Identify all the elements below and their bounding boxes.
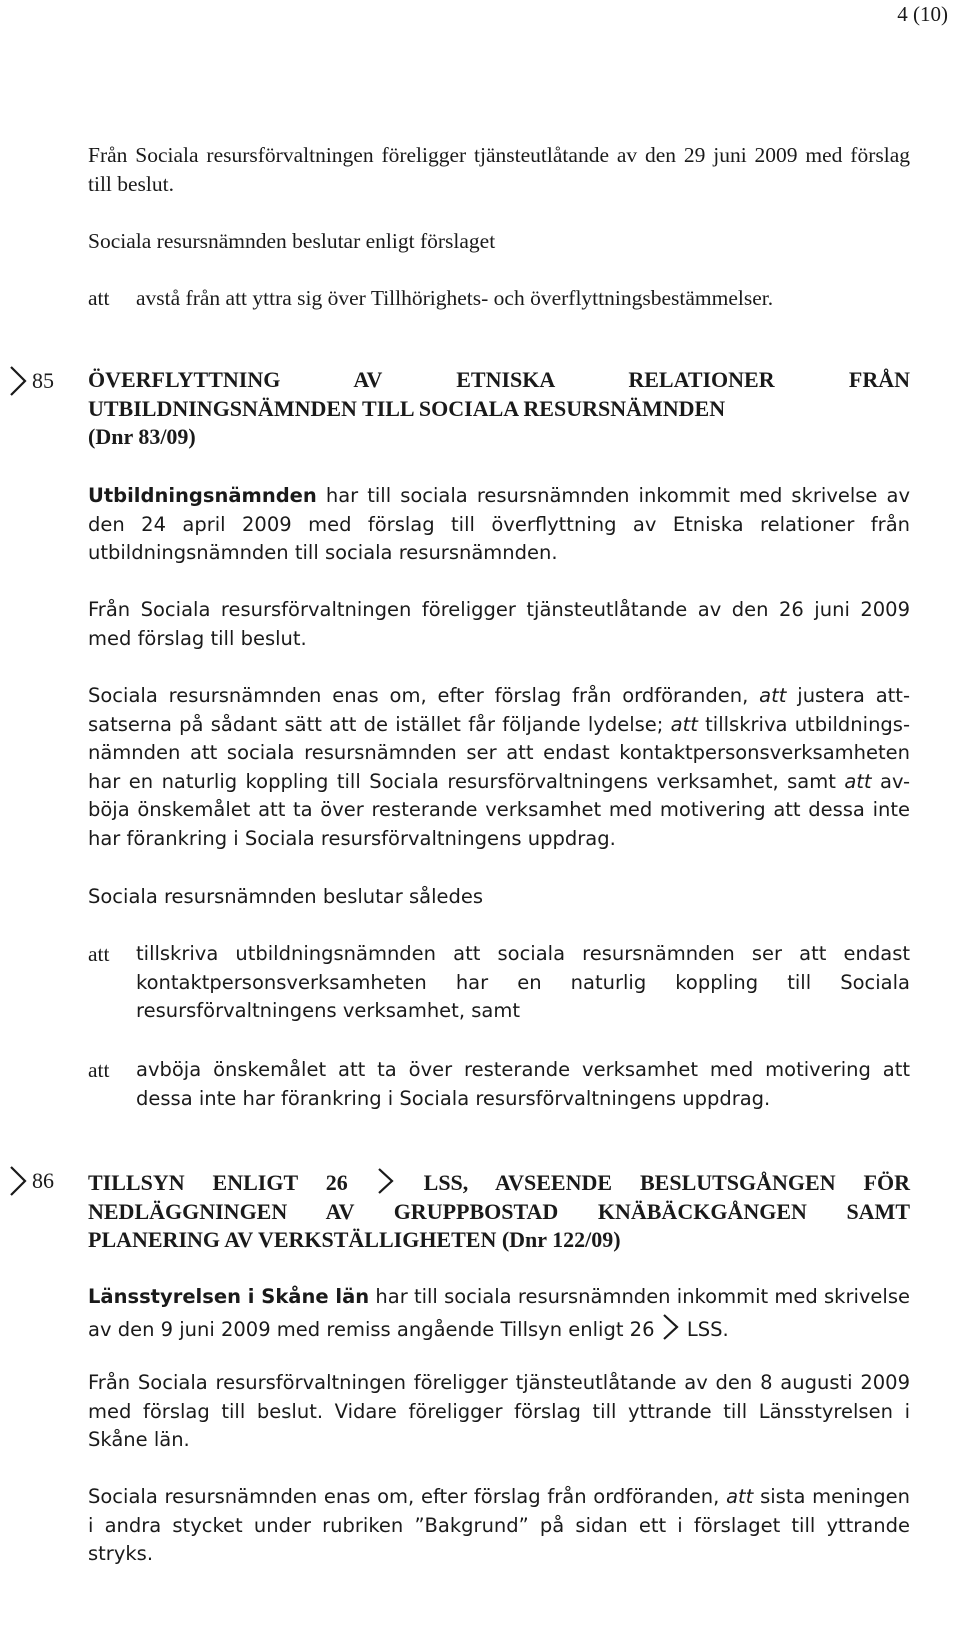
- section-86-title-line-1: [88, 1166, 910, 1198]
- prev-decision: avstå från att yttra sig över Tillhörighets- och överflyttningsbestämmelser.: [136, 286, 774, 310]
- prev-att-label: att: [88, 286, 110, 310]
- section-86-intro: [88, 1283, 910, 1344]
- page-number: 4 (10): [897, 2, 948, 26]
- section-85-intro-text: har till sociala resursnämnden inkommit med skrivelse av den 24 april 2009 med förslag till överflyttning av Etniska relationer från utbildningsnämnden till sociala resursnämnden.: [88, 484, 910, 564]
- section-86-title-line-3: PLANERING AV VERKSTÄLLIGHETEN (Dnr 122/09): [88, 1227, 621, 1252]
- section-85-intro-bold: Utbildningsnämnden: [88, 484, 317, 507]
- section-sign-icon: [661, 1312, 681, 1342]
- title-part-b: LSS, AVSEENDE BESLUTSGÅNGEN FÖR: [395, 1170, 911, 1195]
- section-85-heading: [88, 366, 910, 452]
- section-85-att-1: tillskriva utbildningsnämnden att sociala resursnämnden ser att endast kontaktpersonsverksamheten har en naturlig koppling till Sociala resursförvaltningens verksamhet, samt: [136, 942, 910, 1022]
- section-85-intro: [88, 482, 910, 568]
- section-85-att-2: avböja önskemålet att ta över resterande verksamhet med motivering att dessa inte har förankring i Sociala resursförvaltningens uppdrag.: [136, 1058, 910, 1110]
- section-86-number: 86: [32, 1168, 54, 1193]
- section-85-paragraph-4: Sociala resursnämnden beslutar således: [88, 885, 484, 908]
- section-86-heading: [88, 1166, 910, 1255]
- section-sign-icon: [8, 364, 28, 398]
- section-85-att-label-1: att: [88, 942, 110, 966]
- section-86-title-line-2: NEDLÄGGNINGEN AV GRUPPBOSTAD KNÄBÄCKGÅNGEN SAMT: [88, 1198, 910, 1224]
- section-86-intro-text-b: LSS.: [680, 1317, 729, 1341]
- section-85-paragraph-2: Från Sociala resursförvaltningen föreligger tjänsteutlåtande av den 26 juni 2009 med förslag till beslut.: [88, 598, 910, 650]
- p3-text-a: Sociala resursnämnden enas om, efter förslag från ordföranden,: [88, 684, 760, 707]
- p3-text-c: justera att-satserna på sådant sätt att de istället får följande lydelse;: [88, 684, 910, 736]
- section-86-paragraph-2: Från Sociala resursförvaltningen föreligger tjänsteutlåtande av den 8 augusti 2009 med förslag till beslut. Vidare föreligger förslag till yttrande till Länsstyrelsen i Skåne län.: [88, 1371, 910, 1451]
- section-85-title-line-3: (Dnr 83/09): [88, 424, 196, 449]
- s86-p3-att: att: [726, 1485, 754, 1508]
- section-85-paragraph-3: [88, 682, 910, 853]
- section-86-paragraph-3: [88, 1483, 910, 1569]
- section-85-att-label-2: att: [88, 1058, 110, 1082]
- prev-paragraph-1: Från Sociala resursförvaltningen föreligger tjänsteutlåtande av den 29 juni 2009 med förslag till beslut.: [88, 143, 910, 196]
- p3-att-2: att: [670, 712, 698, 736]
- s86-p3-text-c: sista meningen i andra stycket under rubriken ”Bakgrund” på sidan ett i förslaget till yttrande stryks.: [88, 1485, 910, 1565]
- p3-att-1: att: [759, 684, 787, 707]
- section-86-intro-text-a: har till sociala resursnämnden inkommit med skrivelse av den 9 juni 2009 med remiss angående Tillsyn enligt 26: [88, 1285, 910, 1341]
- section-86-intro-bold: Länsstyrelsen i Skåne län: [88, 1285, 370, 1308]
- section-85-title-line-2: UTBILDNINGSNÄMNDEN TILL SOCIALA RESURSNÄMNDEN: [88, 395, 726, 421]
- section-85-number: 85: [32, 368, 54, 393]
- section-85-title-line-1: ÖVERFLYTTNING AV ETNISKA RELATIONER FRÅN: [88, 367, 910, 392]
- section-sign-icon: [376, 1166, 396, 1196]
- p3-text-e: tillskriva utbildnings-nämnden att sociala resursnämnden ser att endast kontaktpersonsverksamheten har en naturlig koppling till Sociala resursförvaltningens verksamhet, samt: [88, 712, 911, 793]
- section-sign-icon: [8, 1164, 28, 1198]
- prev-paragraph-2: Sociala resursnämnden beslutar enligt förslaget: [88, 229, 496, 253]
- p3-text-g: av-böja önskemålet att ta över resterande verksamhet med motivering att dessa inte har förankring i Sociala resursförvaltningens uppdrag.: [88, 769, 911, 850]
- p3-att-3: att: [844, 769, 872, 793]
- title-part-a: TILLSYN ENLIGT 26: [88, 1170, 376, 1195]
- s86-p3-text-a: Sociala resursnämnden enas om, efter förslag från ordföranden,: [88, 1485, 727, 1508]
